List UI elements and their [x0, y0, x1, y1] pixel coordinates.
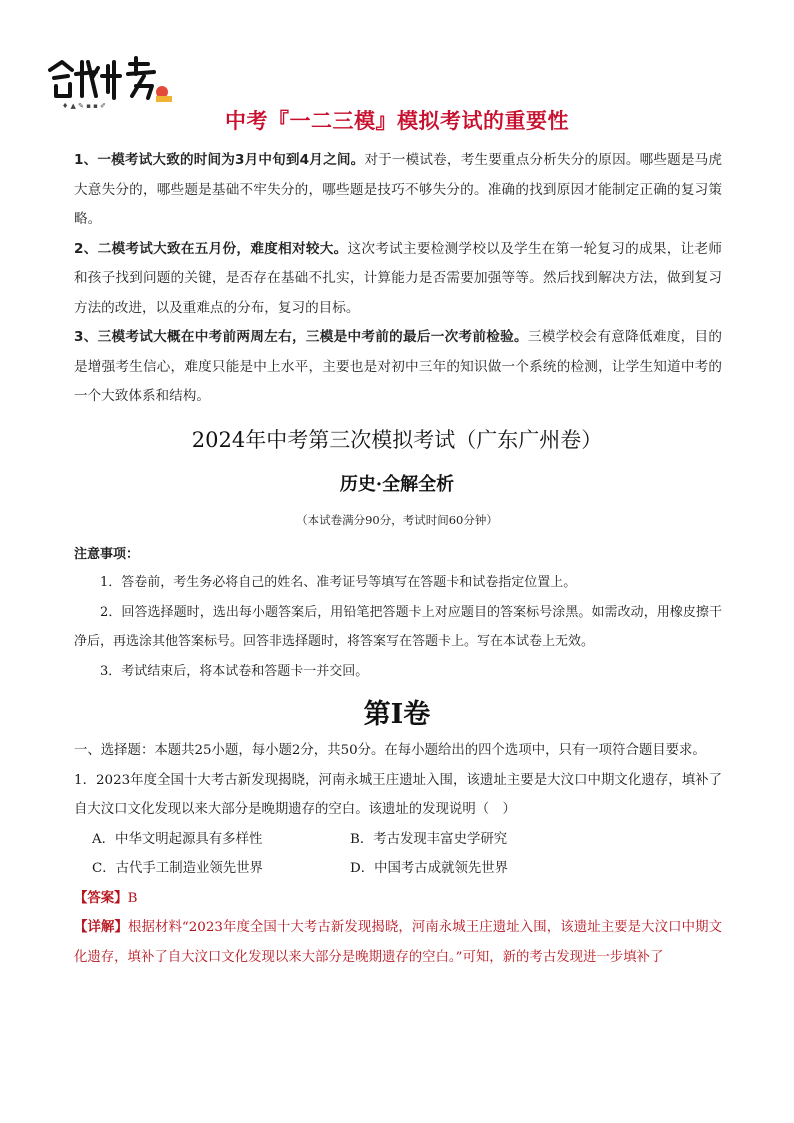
brand-logo — [44, 52, 184, 112]
intro-paragraph-1 — [74, 146, 722, 235]
questions-area — [74, 736, 722, 972]
note-item-2: 2．回答选择题时，选出每小题答案后，用铅笔把答题卡上对应题目的答案标号涂黑。如需改动，用橡皮擦干净后，再选涂其他答案标号。回答非选择题时，将答案写在答题卡上。写在本试卷上无效。 — [74, 604, 722, 649]
intro-paragraph-3 — [74, 323, 722, 412]
intro-paragraph-2 — [74, 235, 722, 324]
section-title: 第Ⅰ卷 — [363, 699, 431, 730]
question-options — [74, 825, 722, 884]
answer-value: B — [127, 890, 138, 906]
section-instruction: 一、选择题：本题共25小题，每小题2分，共50分。在每小题给出的四个选项中，只有一项符合题目要求。 — [74, 743, 706, 758]
banner-title: 中考『一二三模』模拟考试的重要性 — [225, 109, 569, 133]
note-item-3: 3．考试结束后，将本试卷和答题卡一并交回。 — [100, 663, 369, 679]
svg-text:♦ ▲ ✎ ▪ ▪ ✐: ♦ ▲ ✎ ▪ ▪ ✐ — [62, 102, 107, 110]
note-item-1: 1．答卷前，考生务必将自己的姓名、准考证号等填写在答题卡和试卷指定位置上。 — [100, 575, 577, 590]
question-stem: 1．2023年度全国十大考古新发现揭晓，河南永城王庄遗址入围，该遗址主要是大汶口中期文化遗存，填补了自大汶口文化发现以来大部分是晚期遗存的空白。该遗址的发现说明（ ） — [74, 772, 722, 817]
intro-body-3: 三模学校会有意降低难度，目的是增强考生信心，难度只能是中上水平，主要也是对初中三年的知识做一个系统的检测，让学生知道中考的一个大致体系和结构。 — [74, 329, 723, 404]
option-c: C．古代手工制造业领先世界 — [92, 861, 263, 876]
option-b: B．考古发现丰富史学研究 — [350, 831, 508, 847]
exam-subtitle: 历史·全解全析 — [339, 474, 455, 495]
exam-meta: （本试卷满分90分，考试时间60分钟） — [296, 513, 498, 527]
intro-lead-3: 3、三模考试大概在中考前两周左右，三模是中考前的最后一次考前检验。 — [74, 329, 528, 345]
explain-tag: 【详解】 — [74, 919, 128, 935]
brand-logo-graphic — [44, 52, 184, 112]
intro-body-1: 对于一模试卷，考生要重点分析失分的原因。哪些题是马虎大意失分的，哪些题是基础不牢失分的，哪些题是技巧不够失分的。准确的找到原因才能制定正确的复习策略。 — [74, 152, 723, 227]
option-a: A．中华文明起源具有多样性 — [92, 831, 263, 847]
intro-lead-2: 2、二模考试大致在五月份，难度相对较大。 — [74, 240, 348, 257]
answer-line — [74, 884, 722, 914]
intro-section — [74, 146, 722, 412]
option-d: D．中国考古成就领先世界 — [350, 861, 509, 876]
intro-body-2: 这次考试主要检测学校以及学生在第一轮复习的成果，让老师和孩子找到问题的关键，是否存在基础不扎实，计算能力是否需要加强等等。然后找到解决方法，做到复习方法的改进，以及重难点的分布，复习的目标。 — [74, 240, 723, 316]
notes-heading: 注意事项： — [74, 547, 140, 562]
answer-tag: 【答案】 — [74, 889, 128, 906]
notes-list — [74, 568, 722, 686]
explain-text: 根据材料“2023年度全国十大考古新发现揭晓，河南永城王庄遗址入围，该遗址主要是大汶口中期文化遗存，填补了自大汶口文化发现以来大部分是晚期遗存的空白。”可知，新的考古发现进一步填补了 — [74, 920, 723, 965]
intro-lead-1: 1、一模考试大致的时间为3月中旬到4月之间。 — [74, 152, 365, 168]
explanation — [74, 913, 722, 972]
exam-title: 2024年中考第三次模拟考试（广东广州卷） — [191, 428, 603, 452]
